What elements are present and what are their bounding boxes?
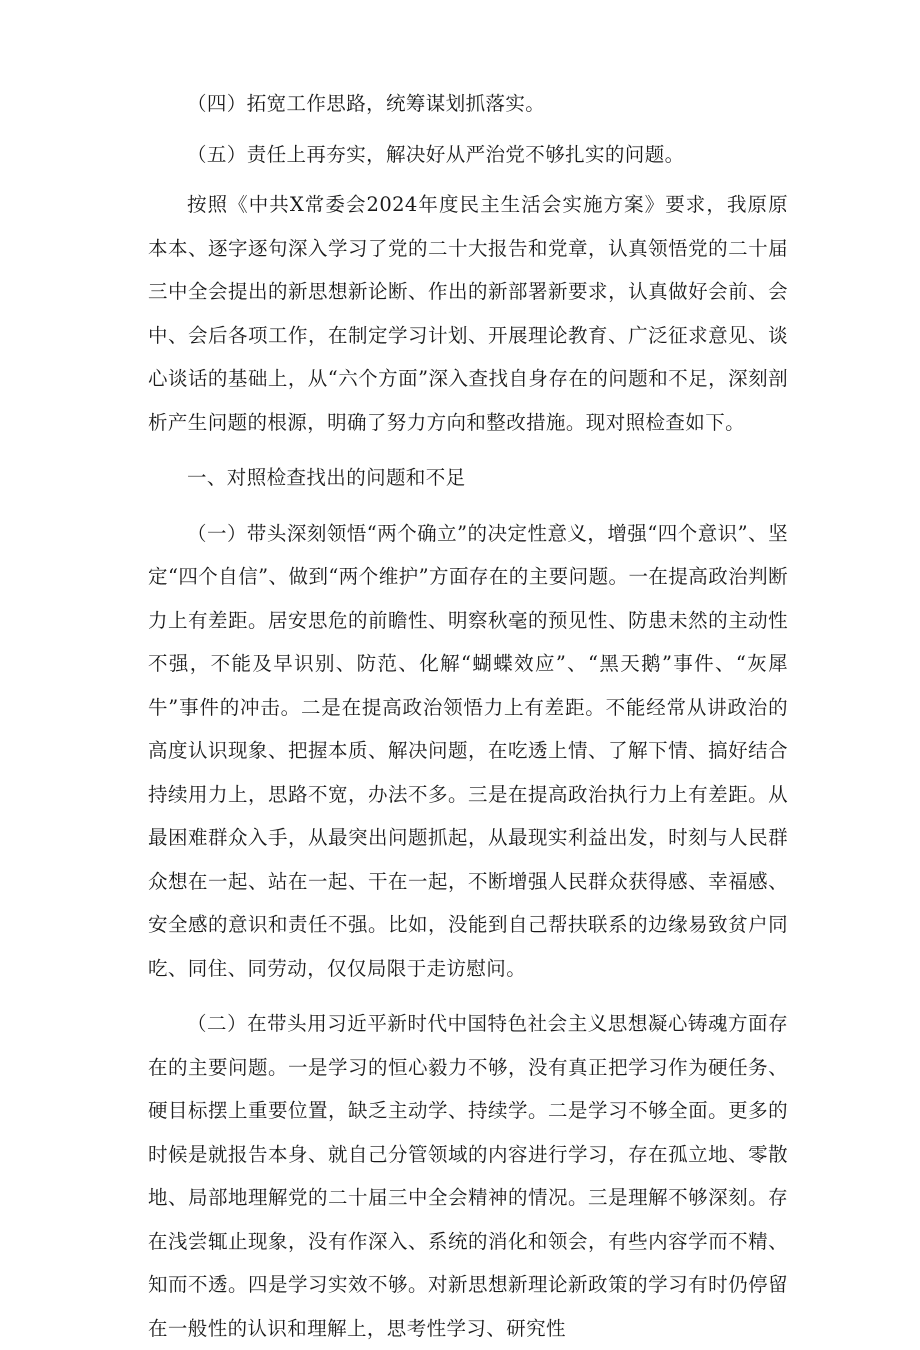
problem-paragraph-two: （二）在带头用习近平新时代中国特色社会主义思想凝心铸魂方面存在的主要问题。一是学习的恒心毅力不够，没有真正把学习作为硬任务、硬目标摆上重要位置，缺乏主动学、持续学。二是学习不够全面。更多的时候是就报告本身、就自己分管领域的内容进行学习，存在孤立地、零散地、局部地理解党的二十届三中全会精神的情况。三是理解不够深刻。存在浅尝辄止现象，没有作深入、系统的消化和领会，有些内容学而不精、知而不透。四是学习实效不够。对新思想新理论新政策的学习有时仍停留在一般性的认识和理解上，思考性学习、研究性: [148, 1012, 788, 1340]
section-item-four: （四）拓宽工作思路，统筹谋划抓落实。: [187, 92, 546, 115]
section-heading: 一、对照检查找出的问题和不足: [187, 466, 466, 489]
section-item-five: （五）责任上再夯实，解决好从严治党不够扎实的问题。: [187, 142, 685, 166]
document-body: [148, 82, 788, 1350]
problem-paragraph-one: （一）带头深刻领悟“两个确立”的决定性意义，增强“四个意识”、坚定“四个自信”、做到“两个维护”方面存在的主要问题。一在提高政治判断力上有差距。居安思危的前瞻性、明察秋毫的预见性、防患未然的主动性不强，不能及早识别、防范、化解“蝴蝶效应”、“黑天鹅”事件、“灰犀牛”事件的冲击。二是在提高政治领悟力上有差距。不能经常从讲政治的高度认识现象、把握本质、解决问题，在吃透上情、了解下情、搞好结合持续用力上，思路不宽，办法不多。三是在提高政治执行力上有差距。从最困难群众入手，从最突出问题抓起，从最现实利益出发，时刻与人民群众想在一起、站在一起、干在一起，不断增强人民群众获得感、幸福感、安全感的意识和责任不强。比如，没能到自己帮扶联系的边缘易致贫户同吃、同住、同劳动，仅仅局限于走访慰问。: [148, 521, 788, 980]
intro-paragraph: 按照《中共X常委会2024年度民主生活会实施方案》要求，我原原本本、逐字逐句深入学习了党的二十大报告和党章，认真领悟党的二十届三中全会提出的新思想新论断、作出的新部署新要求，认真做好会前、会中、会后各项工作，在制定学习计划、开展理论教育、广泛征求意见、谈心谈话的基础上，从“六个方面”深入查找自身存在的问题和不足，深刻剖析产生问题的根源，明确了努力方向和整改措施。现对照检查如下。: [148, 193, 788, 434]
